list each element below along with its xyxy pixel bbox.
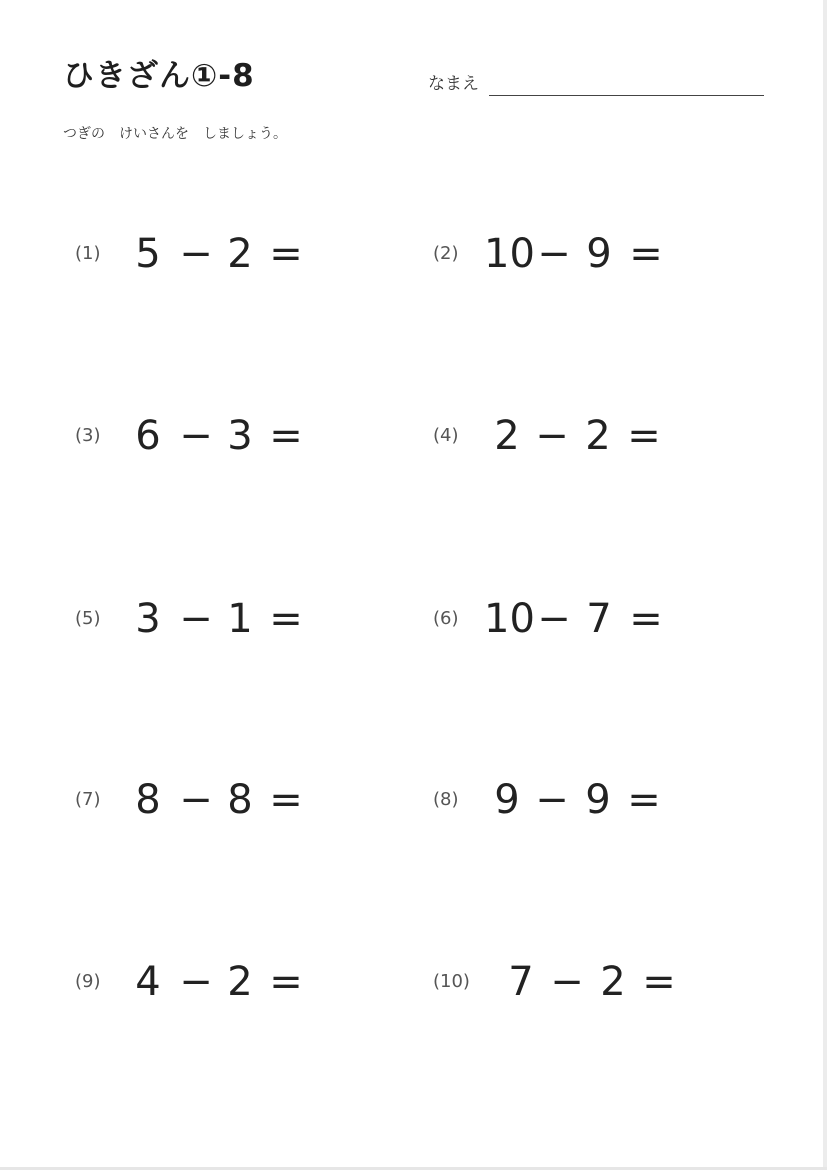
minuend: 9 — [494, 777, 520, 823]
problem-number: (5) — [75, 608, 101, 629]
equals-sign: = — [269, 596, 303, 642]
problem-9 — [75, 957, 375, 1007]
subtrahend: 2 — [227, 959, 253, 1005]
equals-sign: = — [629, 596, 663, 642]
problem-4 — [433, 411, 733, 461]
subtrahend: 1 — [227, 596, 253, 642]
problem-number: (3) — [75, 425, 101, 446]
subtrahend: 8 — [227, 777, 253, 823]
problem-10 — [433, 957, 733, 1007]
minuend: 6 — [135, 413, 161, 459]
problem-2 — [433, 229, 733, 279]
subtrahend: 2 — [227, 231, 253, 277]
equals-sign: = — [642, 959, 676, 1005]
problem-5 — [75, 594, 375, 644]
equals-sign: = — [629, 231, 663, 277]
problem-number: (8) — [433, 789, 459, 810]
equals-sign: = — [269, 413, 303, 459]
instruction-text: つぎの けいさんを しましょう。 — [63, 126, 287, 142]
subtrahend: 3 — [227, 413, 253, 459]
problem-number: (6) — [433, 608, 459, 629]
minus-sign: − — [179, 231, 213, 277]
minuend: 2 — [494, 413, 520, 459]
subtrahend: 7 — [586, 596, 612, 642]
problem-8 — [433, 775, 733, 825]
subtrahend: 9 — [586, 231, 612, 277]
name-field[interactable] — [489, 95, 764, 96]
minus-sign: − — [537, 231, 571, 277]
equals-sign: = — [269, 777, 303, 823]
problem-number: (2) — [433, 243, 459, 264]
problem-number: (1) — [75, 243, 101, 264]
page-edge — [823, 0, 827, 1170]
minus-sign: − — [537, 596, 571, 642]
name-label: なまえ — [428, 74, 479, 94]
problem-number: (4) — [433, 425, 459, 446]
problem-3 — [75, 411, 375, 461]
equals-sign: = — [627, 777, 661, 823]
problem-1 — [75, 229, 375, 279]
problem-number: (7) — [75, 789, 101, 810]
equals-sign: = — [627, 413, 661, 459]
problem-7 — [75, 775, 375, 825]
minuend: 10 — [484, 231, 535, 277]
minus-sign: − — [179, 959, 213, 1005]
problem-number: (9) — [75, 971, 101, 992]
minuend: 5 — [135, 231, 161, 277]
subtrahend: 9 — [585, 777, 611, 823]
minus-sign: − — [179, 596, 213, 642]
minus-sign: − — [179, 413, 213, 459]
minus-sign: − — [179, 777, 213, 823]
minus-sign: − — [535, 413, 569, 459]
worksheet-title: ひきざん①-8 — [63, 58, 255, 94]
minuend: 8 — [135, 777, 161, 823]
equals-sign: = — [269, 231, 303, 277]
subtrahend: 2 — [600, 959, 626, 1005]
minus-sign: − — [535, 777, 569, 823]
minuend: 4 — [135, 959, 161, 1005]
minuend: 7 — [508, 959, 534, 1005]
problem-number: (10) — [433, 971, 470, 992]
problem-6 — [433, 594, 733, 644]
minuend: 3 — [135, 596, 161, 642]
equals-sign: = — [269, 959, 303, 1005]
minus-sign: − — [550, 959, 584, 1005]
minuend: 10 — [484, 596, 535, 642]
subtrahend: 2 — [585, 413, 611, 459]
